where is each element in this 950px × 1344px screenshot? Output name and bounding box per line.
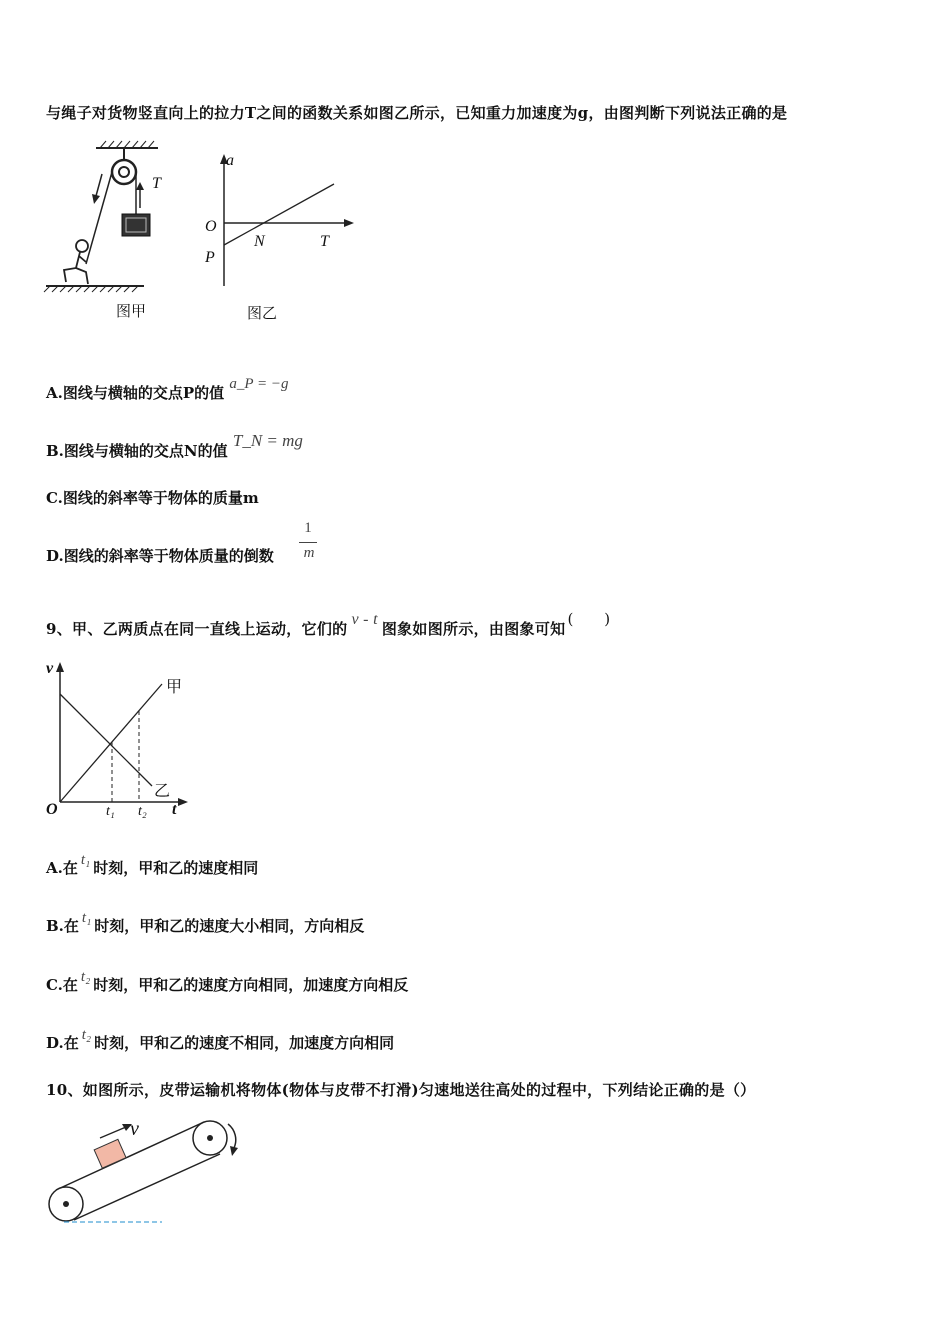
point-n-label: N <box>254 233 265 250</box>
point-p-label: P <box>205 249 215 266</box>
q9-option-b-pre: B.在 <box>46 917 79 935</box>
q10-velocity-label: v <box>130 1118 139 1140</box>
q8-option-a-text: A.图线与横轴的交点P的值 <box>46 384 225 402</box>
q9-option-d-pre: D.在 <box>46 1034 79 1052</box>
q9-option-c-post: 时刻，甲和乙的速度方向相同，加速度方向相反 <box>93 976 409 994</box>
q8-option-b-formula: T_N = mg <box>232 431 303 450</box>
q9-option-a-pre: A.在 <box>46 859 78 877</box>
origin-label: O <box>205 218 217 235</box>
q9-line-yi-label: 乙 <box>154 781 171 800</box>
q8-option-d[interactable] <box>46 545 274 566</box>
q8-option-d-fraction-den: m <box>303 545 315 561</box>
q9-option-b[interactable] <box>46 910 365 936</box>
q8-option-c-text: C.图线的斜率等于物体的质量m <box>46 489 259 507</box>
q9-origin: O <box>46 801 58 818</box>
axis-a-label: a <box>226 152 234 169</box>
q8-option-b[interactable] <box>46 431 303 461</box>
question-9-stem <box>46 610 611 639</box>
q8-option-b-text: B.图线与横轴的交点N的值 <box>46 442 228 460</box>
figure-jia-caption: 图甲 <box>116 302 147 320</box>
q9-option-d-time: t₂ <box>81 1027 92 1043</box>
question-10-stem: 10、如图所示，皮带运输机将物体(物体与皮带不打滑)匀速地送往高处的过程中，下列结论正确的是（） <box>46 1081 756 1099</box>
tension-label: T <box>152 175 161 192</box>
q9-option-d-post: 时刻，甲和乙的速度不相同，加速度方向相同 <box>94 1034 395 1052</box>
q9-option-c-time: t₂ <box>80 969 91 985</box>
q9-tick-t1: t₁ <box>106 804 115 819</box>
q9-line-jia-label: 甲 <box>166 677 183 696</box>
q9-option-d[interactable] <box>46 1027 395 1053</box>
q10-box <box>94 1139 126 1168</box>
q9-formula: v - t <box>351 611 378 628</box>
figure-yi-graph <box>196 150 366 290</box>
q8-option-a[interactable] <box>46 376 289 403</box>
q8-option-a-formula: a_P = −g <box>229 376 289 392</box>
q9-option-a-post: 时刻，甲和乙的速度相同 <box>93 859 259 877</box>
figure-yi-caption: 图乙 <box>247 304 278 322</box>
q8-option-c[interactable] <box>46 487 259 508</box>
q9-option-a-time: t₁ <box>80 852 91 868</box>
axis-t-label: T <box>320 233 329 250</box>
q9-option-a[interactable] <box>46 852 259 878</box>
q8-option-d-fraction-num: 1 <box>304 520 312 536</box>
fraction-bar <box>299 542 317 543</box>
q9-suffix: 图象如图所示，由图象可知 <box>381 620 566 638</box>
figure-jia-pulley <box>40 138 190 298</box>
q9-prefix: 9、甲、乙两质点在同一直线上运动，它们的 <box>46 620 348 638</box>
q9-option-c[interactable] <box>46 969 409 995</box>
q9-axis-v: v <box>46 660 54 677</box>
q10-conveyor-figure <box>44 1114 254 1230</box>
q9-axis-t: t <box>172 801 177 818</box>
q9-option-c-pre: C.在 <box>46 976 78 994</box>
q9-tick-t2: t₂ <box>138 804 147 819</box>
q9-option-b-post: 时刻，甲和乙的速度大小相同，方向相反 <box>94 917 365 935</box>
q8-option-d-text: D.图线的斜率等于物体质量的倒数 <box>46 547 274 565</box>
question-8-stem: 与绳子对货物竖直向上的拉力T之间的函数关系如图乙所示，已知重力加速度为g，由图判断下列说法正确的是 <box>46 104 788 122</box>
q9-option-b-time: t₁ <box>81 910 92 926</box>
q9-paren: ( ) <box>567 610 611 628</box>
